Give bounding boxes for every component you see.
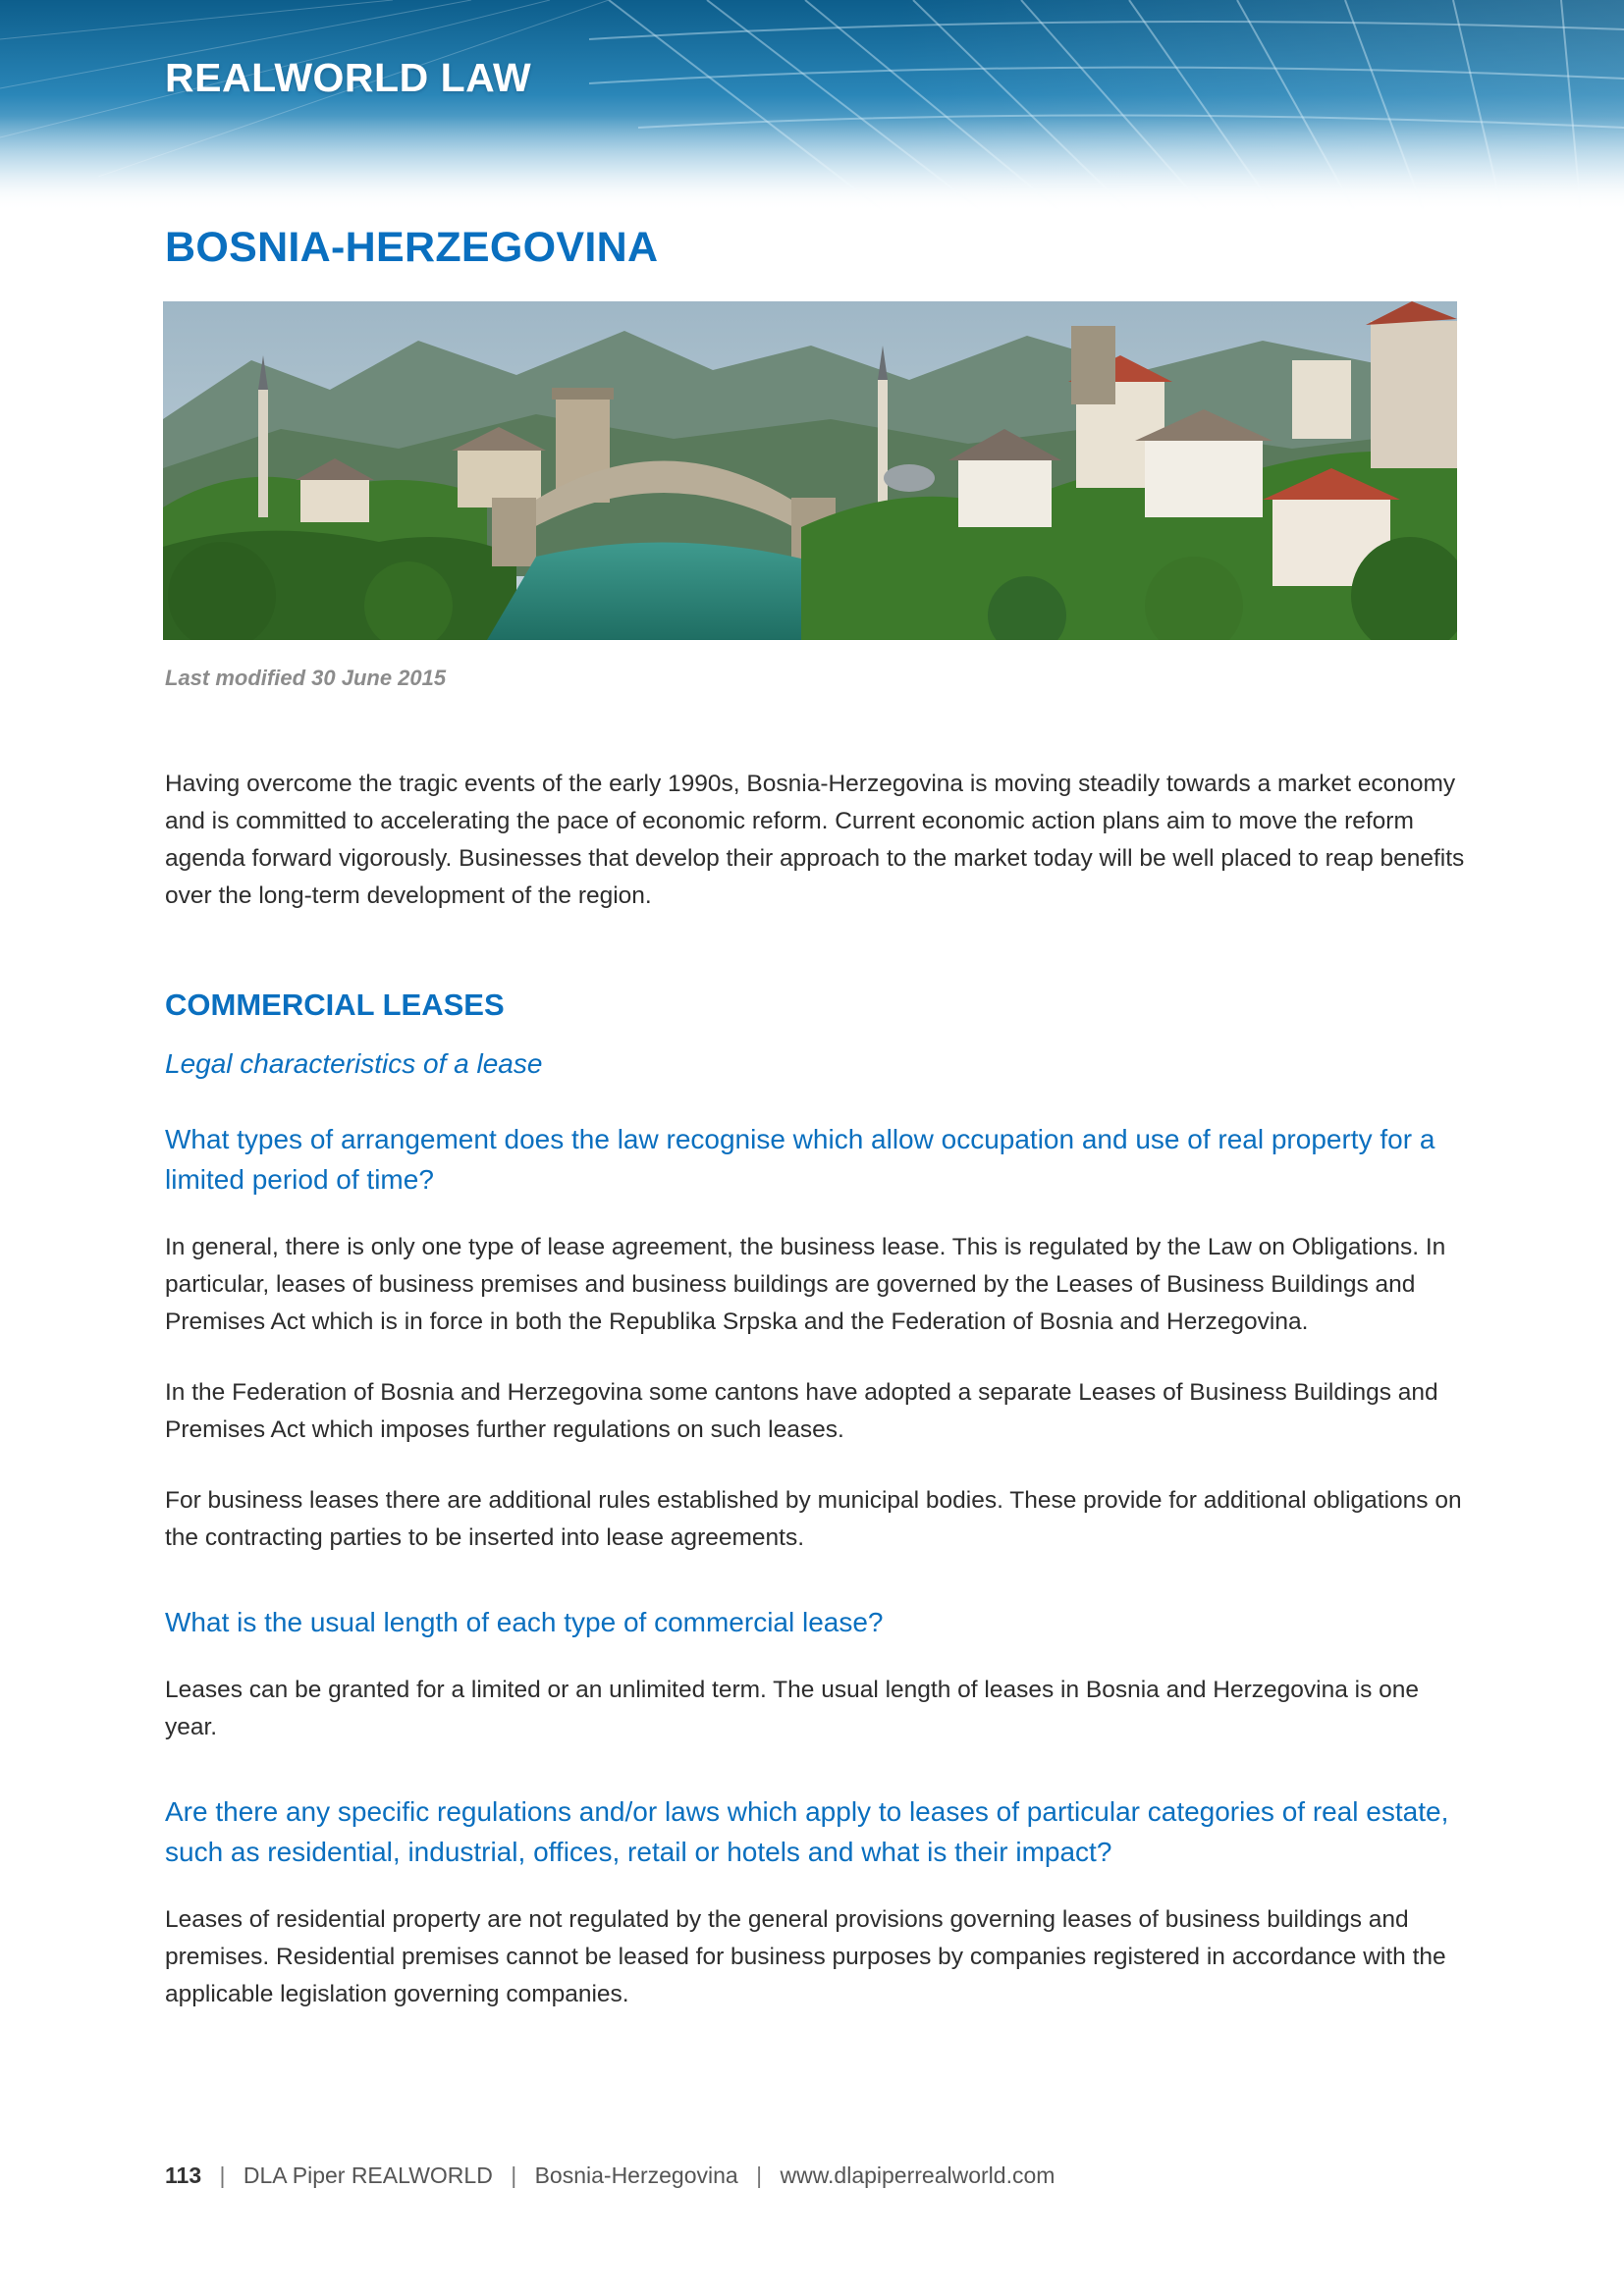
- brand-title: REALWORLD LAW: [165, 55, 532, 100]
- answer-paragraph: For business leases there are additional rules established by municipal bodies. These provide for additional obligations on the contracting parties to be inserted into lease agreements.: [165, 1487, 1462, 1551]
- page-title: BOSNIA-HERZEGOVINA: [165, 224, 659, 271]
- article-content: [165, 766, 1477, 2013]
- mostar-bridge-photo: [163, 301, 1457, 640]
- footer-separator: |: [511, 2163, 517, 2188]
- answer-paragraph: In general, there is only one type of lease agreement, the business lease. This is regulated by the Law on Obligations. In particular, leases of business premises and business buildings are governed by the Leases of Business Buildings and Premises Act which is in force in both the Republika Srpska and the Federation of Bosnia and Herzegovina.: [165, 1234, 1446, 1335]
- section-heading: COMMERCIAL LEASES: [165, 988, 505, 1022]
- intro-paragraph: Having overcome the tragic events of the early 1990s, Bosnia-Herzegovina is moving steadily towards a market economy and is committed to accelerating the pace of economic reform. Current economic action plans aim to move the reform agenda forward vigorously. Businesses that develop their approach to the market today will be well placed to reap benefits over the long-term development of the region.: [165, 771, 1465, 909]
- footer-website-link[interactable]: www.dlapiperrealworld.com: [780, 2163, 1056, 2188]
- photo-illustration: [163, 301, 1457, 640]
- footer-publisher: DLA Piper REALWORLD: [243, 2163, 493, 2188]
- last-modified-date: Last modified 30 June 2015: [165, 666, 447, 690]
- footer-separator: |: [219, 2163, 226, 2188]
- header-banner: [0, 0, 1624, 211]
- answer-paragraph: In the Federation of Bosnia and Herzegovina some cantons have adopted a separate Leases of Business Buildings and Premises Act which imposes further regulations on such leases.: [165, 1379, 1438, 1443]
- footer-separator: |: [756, 2163, 763, 2188]
- question-arrangement-types: What types of arrangement does the law recognise which allow occupation and use of real property for a limited period of time?: [165, 1124, 1435, 1195]
- answer-paragraph: Leases of residential property are not regulated by the general provisions governing leases of business buildings and premises. Residential premises cannot be leased for business purposes by companies registered in accordance with the applicable legislation governing companies.: [165, 1906, 1446, 2007]
- page-footer: [165, 2163, 1055, 2189]
- question-specific-regulations: Are there any specific regulations and/or laws which apply to leases of particular categories of real estate, such as residential, industrial, offices, retail or hotels and what is their impact?: [165, 1796, 1449, 1867]
- subsection-heading: Legal characteristics of a lease: [165, 1048, 543, 1079]
- glass-building-background: [0, 0, 1624, 211]
- page-number: 113: [165, 2163, 202, 2188]
- answer-paragraph: Leases can be granted for a limited or an unlimited term. The usual length of leases in Bosnia and Herzegovina is one year.: [165, 1677, 1420, 1740]
- question-lease-length: What is the usual length of each type of commercial lease?: [165, 1607, 884, 1637]
- footer-country: Bosnia-Herzegovina: [534, 2163, 738, 2188]
